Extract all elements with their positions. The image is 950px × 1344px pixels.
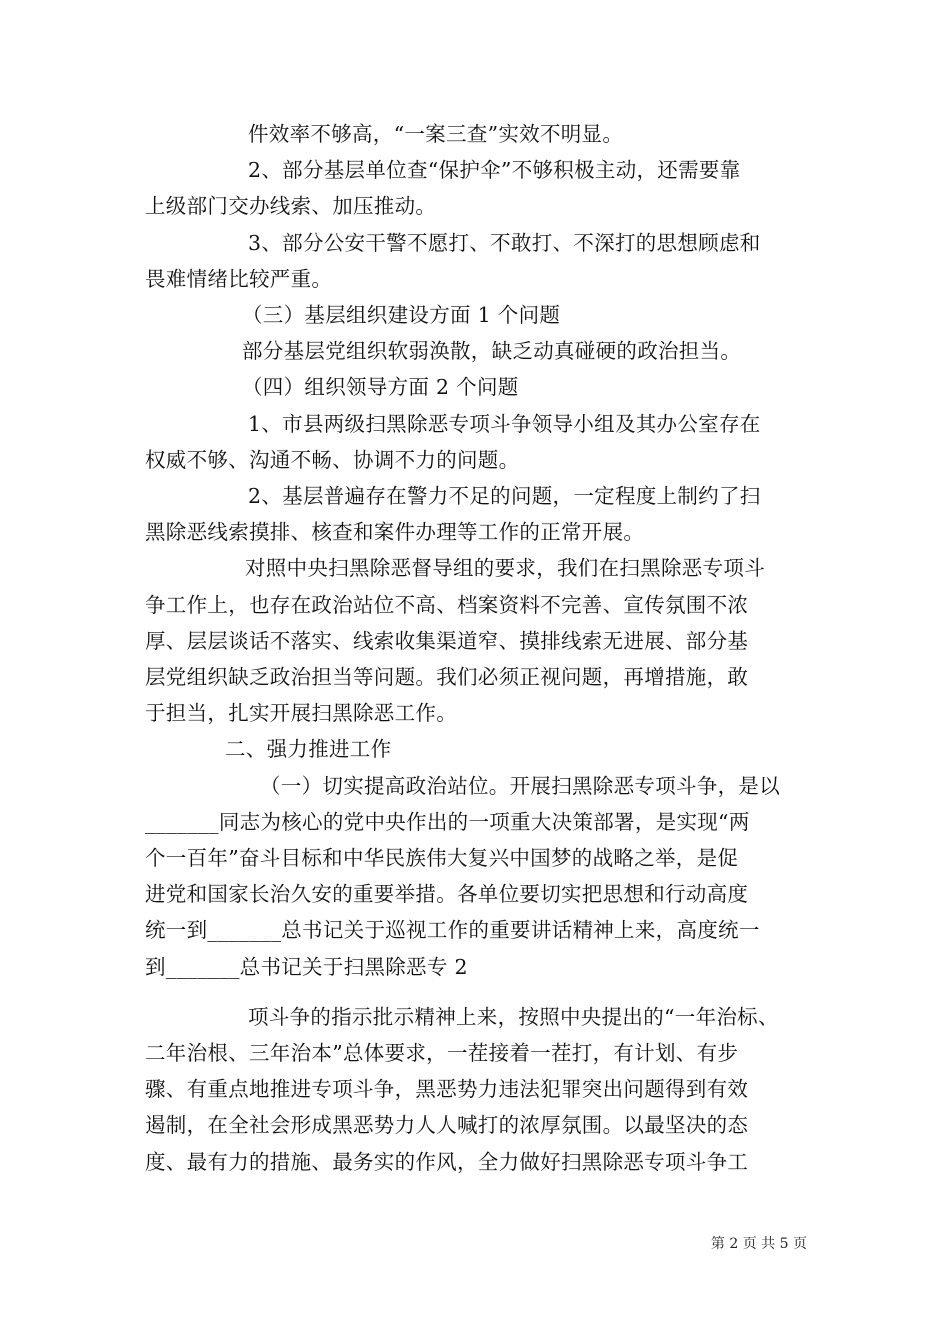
section-heading: （三）基层组织建设方面 1 个问题: [242, 303, 561, 328]
text-line: 骤、有重点地推进专项斗争，黑恶势力违法犯罪突出问题得到有效: [145, 1077, 749, 1102]
text-line: 遏制，在全社会形成黑恶势力人人喊打的浓厚氛围。以最坚决的态: [145, 1113, 749, 1138]
body-text: [145, 116, 815, 1180]
text-line: 上级部门交办线索、加压推动。: [145, 194, 437, 219]
section-heading: 二、强力推进工作: [225, 737, 392, 762]
text-line: 争工作上，也存在政治站位不高、档案资料不完善、宣传氛围不浓: [145, 592, 749, 617]
text-line: 到_______总书记关于扫黑除恶专 2: [145, 954, 468, 979]
text-line: 项斗争的指示批示精神上来，按照中央提出的“一年治标、: [248, 1004, 779, 1029]
text-line: 件效率不够高，“一案三查”实效不明显。: [248, 122, 624, 146]
text-line: 于担当，扎实开展扫黑除恶工作。: [145, 701, 457, 726]
text-line: 2、部分基层单位查“保护伞”不够积极主动，还需要靠: [248, 158, 741, 183]
text-line: 度、最有力的措施、最务实的作风，全力做好扫黑除恶专项斗争工: [145, 1149, 749, 1174]
text-line: 畏难情绪比较严重。: [145, 266, 333, 291]
text-line: 权威不够、沟通不畅、协调不力的问题。: [145, 447, 520, 472]
text-line: 进党和国家长治久安的重要举措。各单位要切实把思想和行动高度: [145, 882, 749, 907]
text-line: 个一百年”奋斗目标和中华民族伟大复兴中国梦的战略之举，是促: [145, 846, 739, 871]
text-line: 厚、层层谈话不落实、线索收集渠道窄、摸排线索无进展、部分基: [145, 628, 749, 653]
text-line: （一）切实提高政治站位。开展扫黑除恶专项斗争，是以: [260, 773, 780, 798]
page-footer: 第 2 页 共 5 页: [710, 1236, 807, 1252]
text-line: 3、部分公安干警不愿打、不敢打、不深打的思想顾虑和: [248, 230, 761, 255]
text-line: 对照中央扫黑除恶督导组的要求，我们在扫黑除恶专项斗: [245, 556, 765, 581]
section-heading: （四）组织领导方面 2 个问题: [242, 375, 519, 400]
text-line: 黑除恶线索摸排、核查和案件办理等工作的正常开展。: [145, 520, 645, 545]
text-line: 1、市县两级扫黑除恶专项斗争领导小组及其办公室存在: [248, 411, 761, 436]
text-line: 二年治根、三年治本”总体要求，一茬接着一茬打，有计划、有步: [145, 1041, 739, 1066]
text-line: 2、基层普遍存在警力不足的问题，一定程度上制约了扫: [248, 484, 761, 509]
text-line: 部分基层党组织软弱涣散，缺乏动真碰硬的政治担当。: [242, 339, 742, 364]
text-line: 层党组织缺乏政治担当等问题。我们必须正视问题，再增措施，敢: [145, 665, 749, 690]
text-line: _______同志为核心的党中央作出的一项重大决策部署，是实现“两: [145, 809, 750, 834]
text-line: 统一到_______总书记关于巡视工作的重要讲话精神上来，高度统一: [145, 918, 760, 943]
